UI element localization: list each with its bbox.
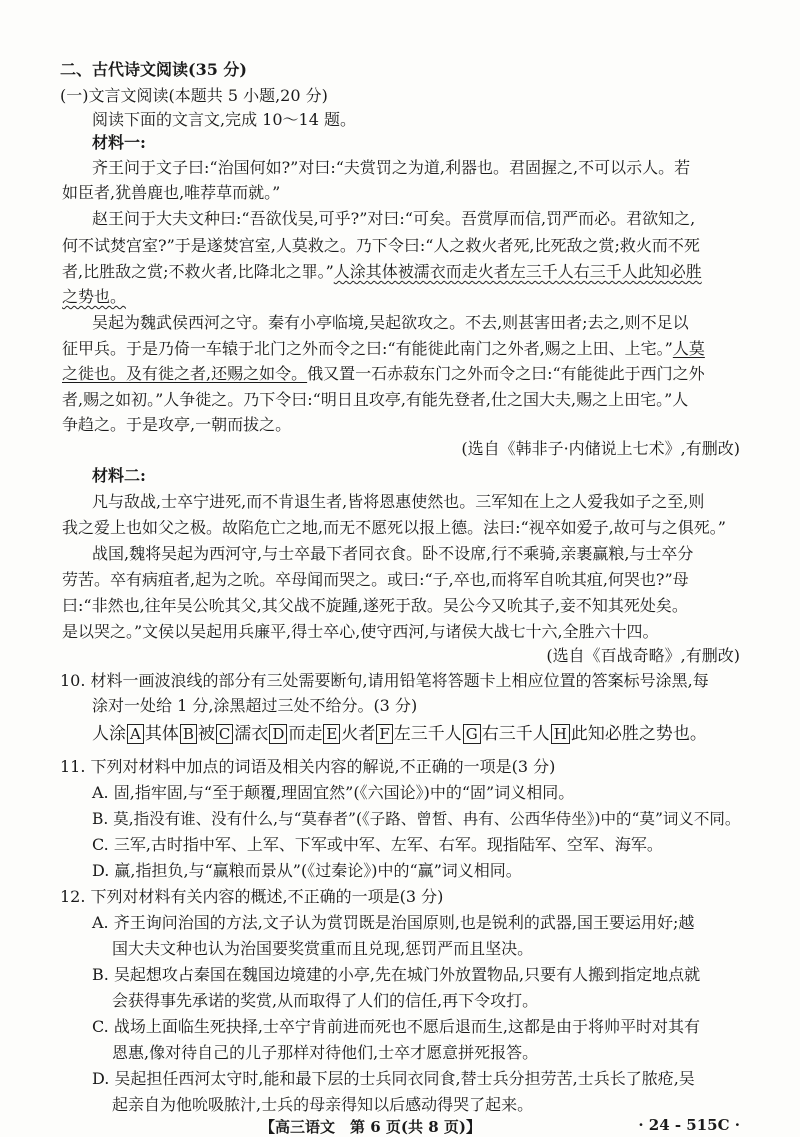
material2-line: 我之爱上也如父之极。故陷危亡之地,而无不愿死以报上德。法曰:“视卒如爱子,故可与之俱死。”: [62, 518, 726, 537]
q10-stem: 涂对一处给 1 分,涂黑超过三处不给分。(3 分): [92, 696, 418, 715]
material1-line: 赵王问于大夫文种曰:“吾欲伐吴,可乎?”对曰:“可矣。吾赏厚而信,罚严而必。君欲知之,: [92, 209, 696, 228]
q11-option-c[interactable]: C. 三军,古时指中军、上军、下军或中军、左军、右军。现指陆军、空军、海军。: [92, 835, 663, 854]
q12-option-d-cont: 起亲自为他吮吸脓汁,士兵的母亲得知以后感动得哭了起来。: [112, 1095, 534, 1114]
material2-heading: 材料二:: [92, 466, 146, 485]
material1-line: 者,赐之如初。”人争徙之。乃下令曰:“明日且攻亭,有能先登者,仕之国大夫,赐之上田宅。”人: [62, 390, 689, 409]
material2-line: 曰:“非然也,往年吴公吮其父,其父战不旋踵,遂死于敌。吴公今又吮其子,妾不知其死处矣。: [62, 596, 688, 615]
material2-line: 凡与敌战,士卒宁进死,而不肯退生者,皆将恩惠使然也。三军知在上之人爱我如子之至,则: [92, 492, 705, 511]
material1-line: [62, 364, 705, 384]
footer-page-info: 【高三语文 第 6 页(共 8 页)】: [260, 1118, 481, 1136]
q11-stem: 11. 下列对材料中加点的词语及相关内容的解说,不正确的一项是(3 分): [60, 757, 556, 776]
q11-option-d[interactable]: D. 赢,指担负,与“赢粮而景从”(《过秦论》)中的“赢”词义相同。: [92, 861, 522, 880]
q10-segment: 火者: [341, 724, 376, 744]
material2-source: (选自《百战奇略》,有删改): [546, 646, 740, 665]
answer-box-a[interactable]: A: [127, 724, 144, 744]
q12-option-b[interactable]: B. 吴起想攻占秦国在魏国边境建的小亭,先在城门外放置物品,只要有人搬到指定地点就: [92, 965, 701, 984]
q12-option-a[interactable]: A. 齐王询问治国的方法,文子认为赏罚既是治国原则,也是锐利的武器,国王要运用好;越: [92, 913, 695, 932]
material1-source: (选自《韩非子·内储说上七术》,有删改): [461, 439, 740, 458]
answer-box-d[interactable]: D: [269, 724, 287, 744]
q10-segment: 濡衣: [234, 724, 269, 744]
answer-box-f[interactable]: F: [376, 724, 392, 744]
material1-line: [62, 339, 705, 359]
material1-line: 吴起为魏武侯西河之守。秦有小亭临境,吴起欲攻之。不去,则甚害田者;去之,则不足以: [92, 313, 689, 332]
q10-segment: 人涂: [92, 724, 126, 744]
q12-option-c-cont: 恩惠,像对待自己的儿子那样对待他们,士卒才愿意拼死报答。: [112, 1043, 539, 1062]
q10-stem: 10. 材料一画波浪线的部分有三处需要断句,请用铅笔将答题卡上相应位置的答案标号涂黑,每: [60, 671, 709, 690]
q10-segment: 被: [197, 724, 215, 744]
answer-box-h[interactable]: H: [551, 724, 570, 744]
underlined-text: 及有徙之者,还赐之如令。: [126, 364, 308, 383]
q11-option-a[interactable]: A. 固,指牢固,与“至于颠覆,理固宜然”(《六国论》)中的“固”词义相同。: [92, 783, 575, 802]
q11-option-b[interactable]: B. 莫,指没有谁、没有什么,与“莫春者”(《子路、曾皙、冉有、公西华侍坐》)中的“莫”词义不同。: [92, 810, 741, 828]
material2-line: 是以哭之。”文侯以吴起用兵廉平,得士卒心,使守西河,与诸侯大战七十六,全胜六十四。: [62, 622, 659, 641]
material1-text: 者,比胜敌之赏;不救火者,比降北之罪。”: [62, 262, 334, 281]
material1-line: 争趋之。于是攻亭,一朝而拔之。: [62, 415, 292, 434]
q10-segment: 此知必胜之势也。: [570, 724, 707, 744]
instruction: 阅读下面的文言文,完成 10～14 题。: [92, 110, 356, 129]
material1-line: 如臣者,犹兽鹿也,唯荐草而就。”: [62, 183, 281, 202]
answer-box-c[interactable]: C: [216, 724, 233, 744]
q12-option-b-cont: 会获得事先承诺的奖赏,从而取得了人们的信任,再下令攻打。: [112, 991, 539, 1010]
underlined-text: 人莫: [672, 339, 705, 358]
answer-box-e[interactable]: E: [323, 724, 340, 744]
wavy-underlined-passage: 人涂其体被濡衣而走火者左三千人右三千人此知必胜: [333, 262, 702, 281]
q12-option-a-cont: 国大夫文种也认为治国要奖赏重而且兑现,惩罚严而且坚决。: [112, 939, 534, 958]
q10-sentence: [92, 724, 707, 744]
material1-heading: 材料一:: [92, 133, 146, 152]
wavy-underlined-passage-end: 之势也。: [62, 287, 127, 306]
material2-line: 劳苦。卒有病疽者,起为之吮。卒母闻而哭之。或曰:“子,卒也,而将军自吮其疽,何哭也?”母: [62, 570, 689, 589]
q12-option-d[interactable]: D. 吴起担任西河太守时,能和最下层的士兵同衣同食,替士兵分担劳苦,士兵长了脓疮,吴: [92, 1069, 695, 1088]
material1-text: 齐王问于文子曰:“治国何如?”对曰:“夫赏罚之为道,利器也。君固握之,不可以示人。若: [92, 158, 691, 177]
material1-line: [62, 262, 702, 282]
q12-stem: 12. 下列对材料有关内容的概述,不正确的一项是(3 分): [60, 887, 444, 906]
underlined-text: 之徙也。: [62, 364, 127, 383]
q10-segment: 右三千人: [481, 724, 550, 744]
material2-line: 战国,魏将吴起为西河守,与士卒最下者同衣食。卧不设席,行不乘骑,亲裹赢粮,与士卒分: [92, 544, 694, 563]
material1-text: 俄又置一石赤菽东门之外而令之曰:“有能徙此于西门之外: [307, 364, 705, 383]
material1-line: 何不试焚宫室?”于是遂焚宫室,人莫救之。乃下令曰:“人之救火者死,比死敌之赏;救火而不死: [62, 236, 700, 255]
answer-box-g[interactable]: G: [463, 724, 481, 744]
material1-line: [62, 287, 126, 307]
subsection-title: (一)文言文阅读(本题共 5 小题,20 分): [60, 86, 328, 105]
q12-option-c[interactable]: C. 战场上面临生死抉择,士卒宁肯前进而死也不愿后退而生,这都是由于将帅平时对其有: [92, 1017, 701, 1036]
material1-text: 征甲兵。于是乃倚一车辕于北门之外而令之曰:“有能徙此南门之外者,赐之上田、上宅。”: [62, 339, 673, 358]
section-title: 二、古代诗文阅读(35 分): [60, 60, 247, 79]
answer-box-b[interactable]: B: [180, 724, 197, 744]
footer-code: · 24 - 515C ·: [638, 1116, 740, 1134]
q10-segment: 而走: [288, 724, 323, 744]
q10-segment: 左三千人: [393, 724, 462, 744]
q10-segment: 其体: [144, 724, 179, 744]
material1-line: [92, 158, 690, 178]
